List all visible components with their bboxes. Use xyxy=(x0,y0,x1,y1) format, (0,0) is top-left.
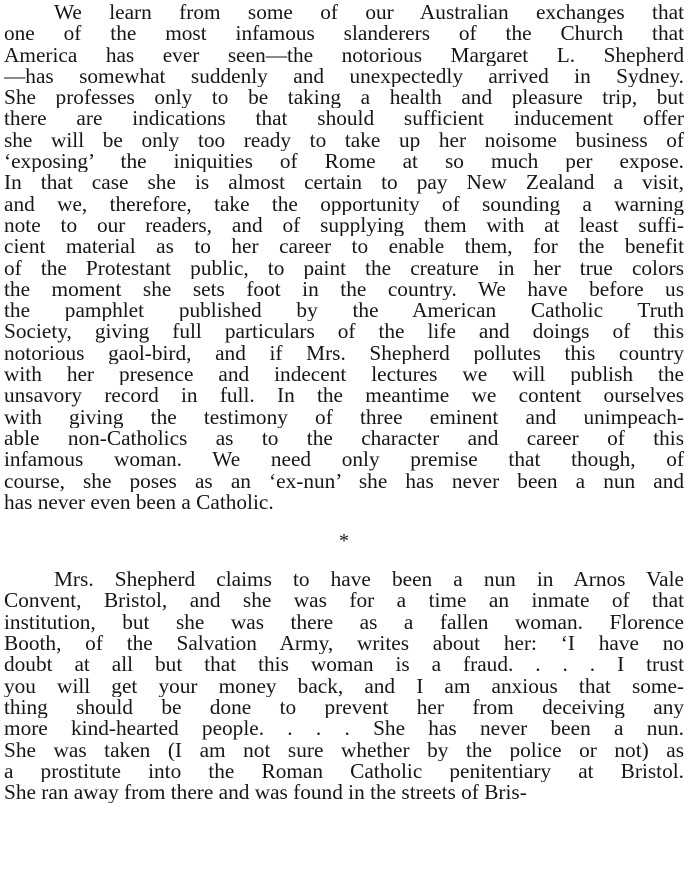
text-line: thing should be done to prevent her from deceiving any xyxy=(4,696,684,719)
paragraph-testimony xyxy=(4,569,684,803)
text-line: has never even been a Catholic. xyxy=(4,491,274,514)
text-line: course, she poses as an ‘ex-nun’ she has never been a nun and xyxy=(4,470,684,492)
text-line: She professes only to be taking a health and pleasure trip, but xyxy=(4,87,684,109)
text-line: —has somewhat suddenly and unexpectedly arrived in Sydney. xyxy=(4,65,684,88)
text-line: a prostitute into the Roman Catholic penitentiary at Bristol. xyxy=(4,760,684,783)
text-line: cient material as to her career to enable them, for the benefit xyxy=(4,236,684,258)
text-line: you will get your money back, and I am anxious that some- xyxy=(4,675,684,697)
text-line: note to our readers, and of supplying them with at least suffi- xyxy=(4,214,684,237)
text-line: Mrs. Shepherd claims to have been a nun in Arnos Vale xyxy=(54,569,684,591)
text-line: ‘exposing’ the iniquities of Rome at so much per expose. xyxy=(4,151,684,173)
text-line: with her presence and indecent lectures we will publish the xyxy=(4,364,684,386)
text-line: unsavory record in full. In the meantime we content ourselves xyxy=(4,385,684,407)
text-line: of the Protestant public, to paint the creature in her true colors xyxy=(4,257,684,279)
text-line: with giving the testimony of three eminent and unimpeach- xyxy=(4,406,684,428)
text-line: In that case she is almost certain to pay New Zealand a visit, xyxy=(4,172,684,194)
text-line: institution, but she was there as a fallen woman. Florence xyxy=(4,611,684,634)
article-page xyxy=(4,2,684,803)
text-line: doubt at all but that this woman is a fraud. . . . I trust xyxy=(4,654,684,676)
text-line: She ran away from there and was found in the streets of Bris- xyxy=(4,782,527,804)
text-line: Convent, Bristol, and she was for a time an inmate of that xyxy=(4,590,684,612)
text-line: one of the most infamous slanderers of the Church that xyxy=(4,23,684,45)
paragraph-intro xyxy=(4,2,684,513)
text-line: able non-Catholics as to the character and career of this xyxy=(4,427,684,450)
text-line: Booth, of the Salvation Army, writes about her: ‘I have no xyxy=(4,633,684,655)
text-line: notorious gaol-bird, and if Mrs. Shepherd pollutes this country xyxy=(4,342,684,365)
text-line: the pamphlet published by the American Catholic Truth xyxy=(4,300,684,322)
text-line: there are indications that should sufficient inducement offer xyxy=(4,108,684,130)
section-separator-asterisk: * xyxy=(339,530,349,553)
text-line: infamous woman. We need only premise that though, of xyxy=(4,449,684,471)
text-line: Society, giving full particulars of the life and doings of this xyxy=(4,321,684,343)
text-line: and we, therefore, take the opportunity of sounding a warning xyxy=(4,193,684,215)
text-line: the moment she sets foot in the country. We have before us xyxy=(4,278,684,301)
text-line: She was taken (I am not sure whether by the police or not) as xyxy=(4,739,684,761)
text-line: America has ever seen—the notorious Margaret L. Shepherd xyxy=(4,44,684,66)
text-line: more kind-hearted people. . . . She has never been a nun. xyxy=(4,718,684,740)
text-line: she will be only too ready to take up her noisome business of xyxy=(4,129,684,152)
text-line: We learn from some of our Australian exchanges that xyxy=(54,2,684,24)
